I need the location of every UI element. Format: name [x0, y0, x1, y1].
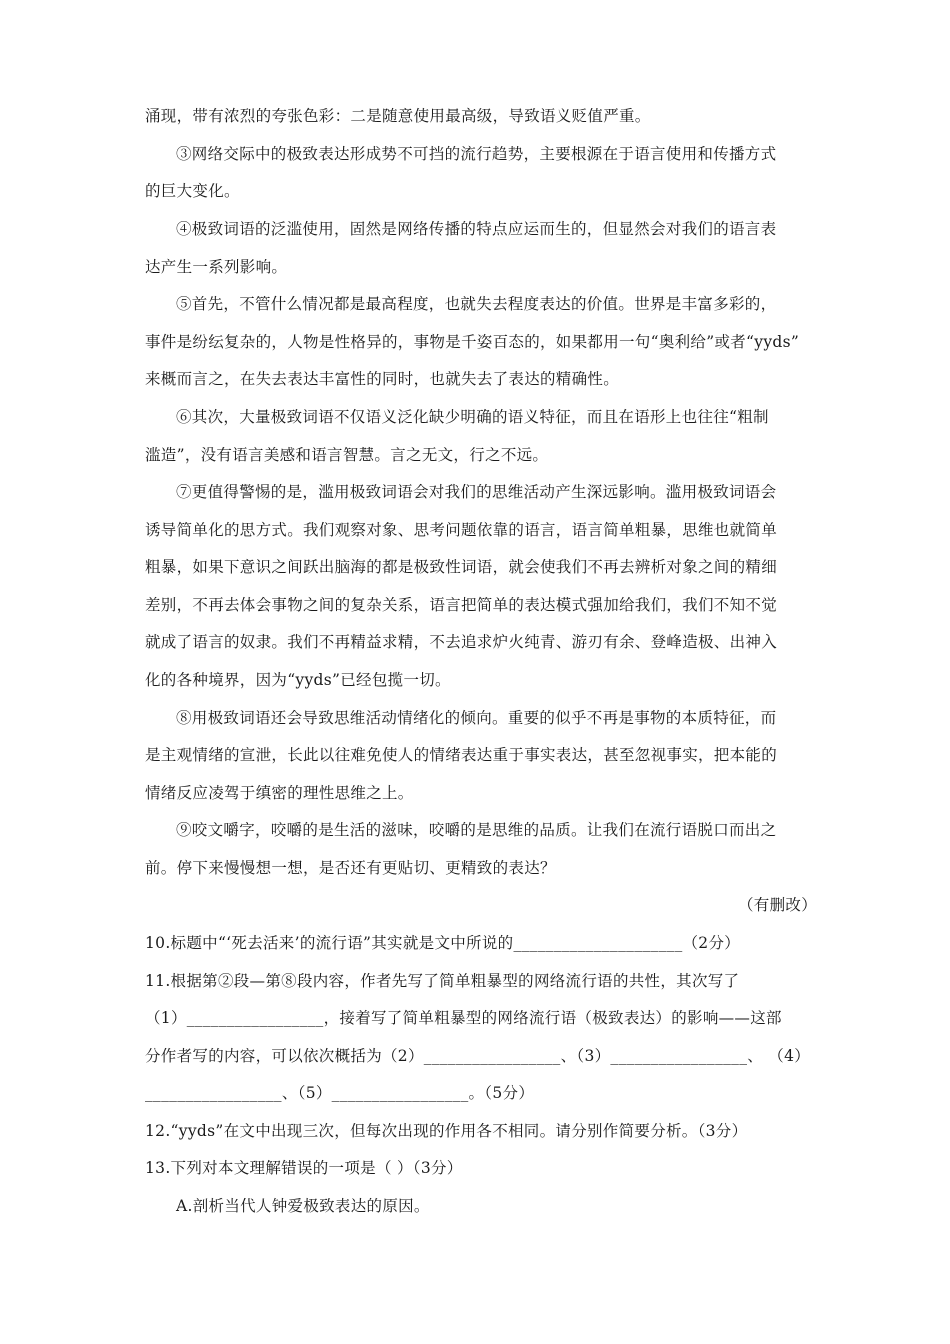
- text-line: 达产生一系列影响。: [145, 258, 288, 276]
- text-line: 差别，不再去体会事物之间的复杂关系，语言把简单的表达模式强加给我们，我们不知不觉: [145, 596, 778, 614]
- question-12: 12.“yyds”在文中出现三次，但每次出现的作用各不相同。请分别作简要分析。（3分）: [145, 1122, 748, 1140]
- paragraph-8-line: ⑧用极致词语还会导致思维活动情绪化的倾向。重要的似乎不再是事物的本质特征，而: [176, 709, 777, 727]
- paragraph-3-line: ③网络交际中的极致表达形成势不可挡的流行趋势，主要根源在于语言使用和传播方式: [176, 145, 777, 163]
- question-11-line: （1）_________________，接着写了简单粗暴型的网络流行语（极致表达）的影响——这部: [145, 1009, 782, 1027]
- text-line: 粗暴，如果下意识之间跃出脑海的都是极致性词语，就会使我们不再去辨析对象之间的精细: [145, 558, 778, 576]
- text-line: 就成了语言的奴隶。我们不再精益求精，不去追求炉火纯青、游刃有余、登峰造极、出神入: [145, 633, 778, 651]
- text-line: 情绪反应凌驾于缜密的理性思维之上。: [145, 784, 414, 802]
- source-note: （有删改）: [738, 896, 818, 914]
- paragraph-5-line: ⑤首先，不管什么情况都是最高程度，也就失去程度表达的价值。世界是丰富多彩的，: [176, 295, 777, 313]
- question-13: 13.下列对本文理解错误的一项是（ ）（3分）: [145, 1159, 463, 1177]
- paragraph-9-line: ⑨咬文嚼字，咬嚼的是生活的滋味，咬嚼的是思维的品质。让我们在流行语脱口而出之: [176, 821, 777, 839]
- text-line: 滥造”，没有语言美感和语言智慧。言之无文，行之不远。: [145, 446, 549, 464]
- text-line: 的巨大变化。: [145, 182, 240, 200]
- question-11-line: 分作者写的内容，可以依次概括为（2）_________________、（3）_________________、 （4）: [145, 1047, 811, 1065]
- question-10: 10.标题中“‘死去活来’的流行语”其实就是文中所说的_____________________（2分）: [145, 934, 741, 952]
- text-line: 涌现，带有浓烈的夸张色彩：二是随意使用最高级，导致语义贬值严重。: [145, 107, 651, 125]
- question-11-line: _________________、（5）_________________。（5分）: [145, 1084, 535, 1102]
- paragraph-4-line: ④极致词语的泛滥使用，固然是网络传播的特点应运而生的，但显然会对我们的语言表: [176, 220, 777, 238]
- paragraph-6-line: ⑥其次，大量极致词语不仅语义泛化缺少明确的语义特征，而且在语形上也往往“粗制: [176, 408, 769, 426]
- text-line: 来概而言之，在失去表达丰富性的同时，也就失去了表达的精确性。: [145, 370, 620, 388]
- text-line: 化的各种境界，因为“yyds”已经包揽一切。: [145, 671, 451, 689]
- text-line: 前。停下来慢慢想一想，是否还有更贴切、更精致的表达？: [145, 859, 556, 877]
- question-11: 11.根据第②段—第⑧段内容，作者先写了简单粗暴型的网络流行语的共性，其次写了: [145, 972, 740, 990]
- option-a: A.剖析当代人钟爱极致表达的原因。: [176, 1197, 430, 1215]
- text-line: 事件是纷纭复杂的，人物是性格异的，事物是千姿百态的，如果都用一句“奥利给”或者“yyds”: [145, 333, 800, 351]
- text-line: 是主观情绪的宣泄，长此以往难免使人的情绪表达重于事实表达，甚至忽视事实，把本能的: [145, 746, 778, 764]
- paragraph-7-line: ⑦更值得警惕的是，滥用极致词语会对我们的思维活动产生深远影响。滥用极致词语会: [176, 483, 777, 501]
- text-line: 诱导简单化的思方式。我们观察对象、思考问题依靠的语言，语言简单粗暴，思维也就简单: [145, 521, 778, 539]
